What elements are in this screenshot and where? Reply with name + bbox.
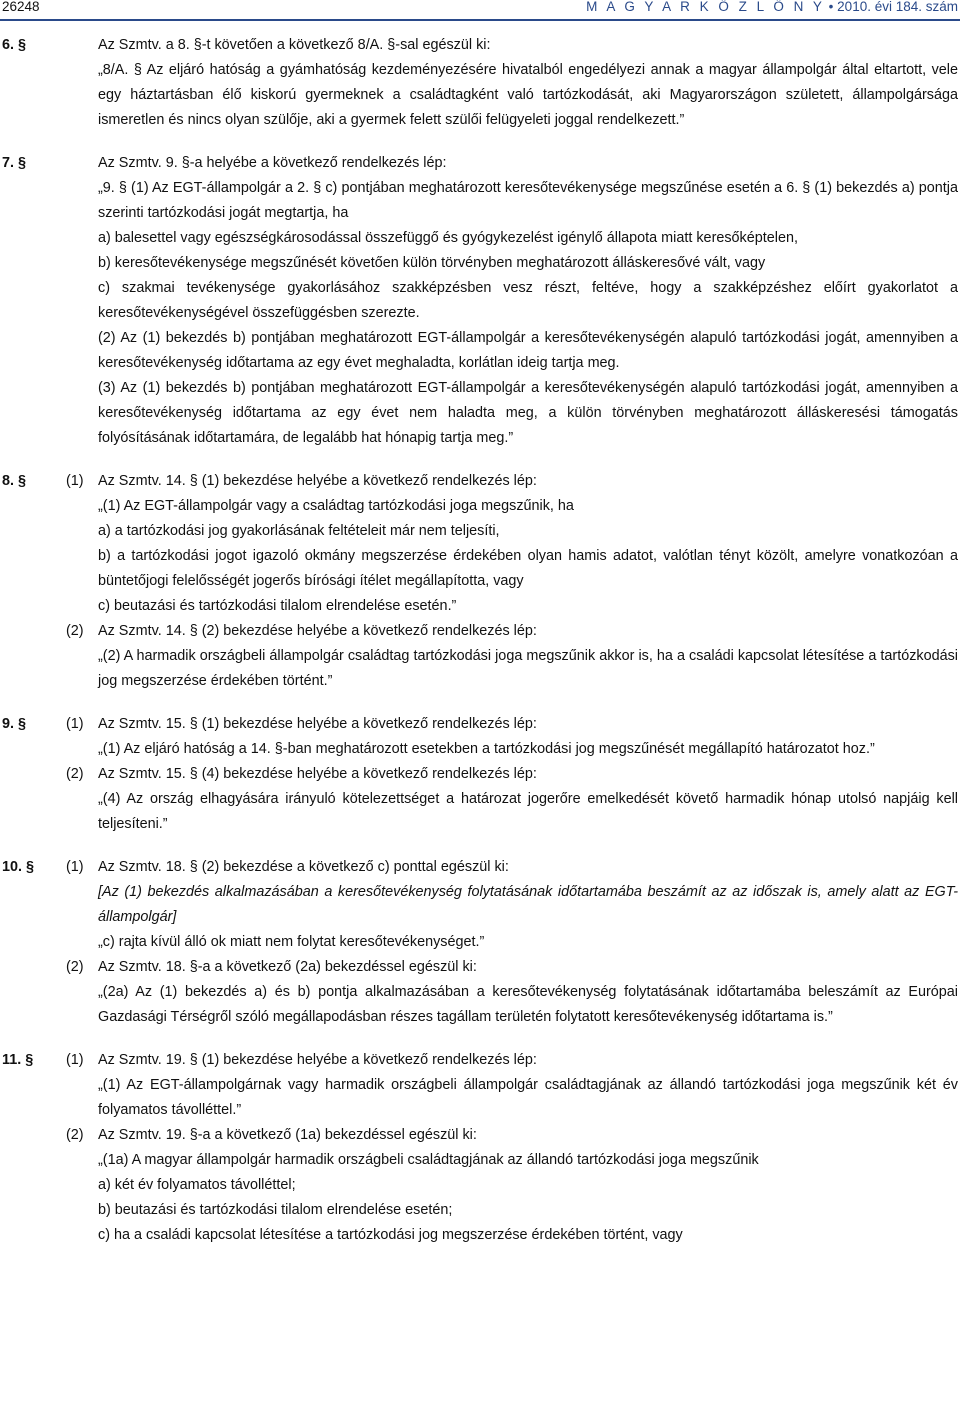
section-intro: Az Szmtv. 9. §-a helyébe a következő rendelkezés lép: xyxy=(98,155,447,171)
subsection-intro: Az Szmtv. 15. § (1) bekezdése helyébe a következő rendelkezés lép: xyxy=(98,716,537,732)
section-6 xyxy=(0,33,958,133)
page-number: 26248 xyxy=(2,0,40,14)
bullet-separator: • xyxy=(828,0,834,14)
subsection-label: (2) xyxy=(66,1127,84,1143)
section-11 xyxy=(0,1048,958,1248)
amendment-text: „(1a) A magyar állampolgár harmadik országbeli családtagjának az állandó tartózkodási joga megszűnik xyxy=(98,1152,759,1168)
publication-info xyxy=(586,0,958,14)
amendment-text: „(4) Az ország elhagyására irányuló kötelezettséget a határozat jogerőre emelkedését követő harmadik hónap utolsó napjáig kell teljesíteni.” xyxy=(98,791,958,832)
amendment-text: „(1) Az EGT-állampolgárnak vagy harmadik országbeli állampolgár családtagjának az állandó tartózkodási joga megszűnik két év folyamatos távolléttel.” xyxy=(98,1077,958,1118)
amendment-text: „(2a) Az (1) bekezdés a) és b) pontja alkalmazásában a keresőtevékenység folytatásának időtartamába beleszámít az Európai Gazdasági Térségről szóló megállapodásban részes tagállam területén folytatott keresőtevékenység időtartama is.” xyxy=(98,984,958,1025)
header-rule xyxy=(0,19,960,21)
subsection-intro: Az Szmtv. 18. §-a a következő (2a) bekezdéssel egészül ki: xyxy=(98,959,477,975)
subsection-intro: Az Szmtv. 19. § (1) bekezdése helyébe a következő rendelkezés lép: xyxy=(98,1052,537,1068)
publication-name: M A G Y A R K Ö Z L Ö N Y xyxy=(586,0,825,14)
paragraph-1: „9. § (1) Az EGT-állampolgár a 2. § c) pontjában meghatározott keresőtevékenysége megszűnése esetén a 6. § (1) bekezdés a) pontja szerinti tartózkodási jogát megtartja, ha xyxy=(98,180,958,221)
section-number: 6. § xyxy=(2,37,27,53)
point-c: c) beutazási és tartózkodási tilalom elrendelése esetén.” xyxy=(98,598,457,614)
subsection-label: (1) xyxy=(66,859,84,875)
point-b: b) a tartózkodási jogot igazoló okmány megszerzése érdekében olyan hamis adatot, valótlan tényt közölt, amelyre vonatkozóan a büntetőjogi felelősségét jogerős bírósági ítélet megállapította, vagy xyxy=(98,548,958,589)
subsection-intro: Az Szmtv. 18. § (2) bekezdése a következő c) ponttal egészül ki: xyxy=(98,859,509,875)
point-a: a) balesettel vagy egészségkárosodással összefüggő és gyógykezelést igénylő állapota miatt keresőképtelen, xyxy=(98,230,798,246)
subsection-intro: Az Szmtv. 19. §-a a következő (1a) bekezdéssel egészül ki: xyxy=(98,1127,477,1143)
point-c: c) szakmai tevékenysége gyakorlásához szakképzésben vesz részt, feltéve, hogy a szakképzéshez előírt gyakorlatot a keresőtevékenységével összefüggésben szerezte. xyxy=(98,280,958,321)
page-header xyxy=(0,0,960,18)
section-10 xyxy=(0,855,958,1030)
point-b: b) keresőtevékenysége megszűnését követően külön törvényben meghatározott álláskeresővé vált, vagy xyxy=(98,255,766,271)
subsection-intro: Az Szmtv. 14. § (2) bekezdése helyébe a következő rendelkezés lép: xyxy=(98,623,537,639)
section-number: 10. § xyxy=(2,859,35,875)
section-8 xyxy=(0,469,958,694)
section-7 xyxy=(0,151,958,451)
subsection-label: (1) xyxy=(66,473,84,489)
paragraph-2: (2) Az (1) bekezdés b) pontjában meghatározott EGT-állampolgár a keresőtevékenységén alapuló tartózkodási jogát, amennyiben a keresőtevékenység időtartama az egy évet meghaladta, korlátlan ideig tartja meg. xyxy=(98,330,958,371)
amendment-text: „(1) Az EGT-állampolgár vagy a családtag tartózkodási joga megszűnik, ha xyxy=(98,498,574,514)
section-9 xyxy=(0,712,958,837)
section-number: 9. § xyxy=(2,716,27,732)
document-body xyxy=(0,33,958,1248)
section-number: 8. § xyxy=(2,473,27,489)
amendment-text: „(1) Az eljáró hatóság a 14. §-ban meghatározott esetekben a tartózkodási jog megszűnését megállapító határozatot hoz.” xyxy=(98,741,875,757)
subsection-intro: Az Szmtv. 15. § (4) bekezdése helyébe a következő rendelkezés lép: xyxy=(98,766,537,782)
section-number: 11. § xyxy=(2,1052,34,1068)
point-c: c) ha a családi kapcsolat létesítése a tartózkodási jog megszerzése érdekében történt, vagy xyxy=(98,1227,683,1243)
point-b: b) beutazási és tartózkodási tilalom elrendelése esetén; xyxy=(98,1202,453,1218)
subsection-intro: Az Szmtv. 14. § (1) bekezdése helyébe a következő rendelkezés lép: xyxy=(98,473,537,489)
amendment-text: „(2) A harmadik országbeli állampolgár családtag tartózkodási joga megszűnik akkor is, ha a családi kapcsolat létesítése a tartózkodási jog megszerzése érdekében történt.” xyxy=(98,648,958,689)
context-text: [Az (1) bekezdés alkalmazásában a keresőtevékenység folytatásának időtartamába beszámít az az időszak is, amely alatt az EGT-állampolgár] xyxy=(98,884,958,925)
issue-number: 2010. évi 184. szám xyxy=(837,0,958,14)
section-number: 7. § xyxy=(2,155,27,171)
point-a: a) két év folyamatos távolléttel; xyxy=(98,1177,296,1193)
section-text: „8/A. § Az eljáró hatóság a gyámhatóság kezdeményezésére hivatalból engedélyezi annak a magyar állampolgár által eltartott, vele egy háztartásban élő kiskorú gyermeknek a családtagként való tartózkodását, aki Magyarországon született, állampolgársága ismeretlen és nincs olyan szülője, aki a gyermek felett szülői felügyeleti joggal rendelkezett.” xyxy=(98,62,958,128)
subsection-label: (1) xyxy=(66,1052,84,1068)
section-intro: Az Szmtv. a 8. §-t követően a következő 8/A. §-sal egészül ki: xyxy=(98,37,491,53)
amendment-text: „c) rajta kívül álló ok miatt nem folytat keresőtevékenységet.” xyxy=(98,934,485,950)
paragraph-3: (3) Az (1) bekezdés b) pontjában meghatározott EGT-állampolgár a keresőtevékenységén alapuló tartózkodási jogát, amennyiben a keresőtevékenység időtartama az egy évet nem haladta meg, a külön törvényben meghatározott álláskeresési támogatás folyósításának időtartamára, de legalább hat hónapig tartja meg.” xyxy=(98,380,958,446)
subsection-label: (2) xyxy=(66,959,84,975)
subsection-label: (2) xyxy=(66,623,84,639)
subsection-label: (2) xyxy=(66,766,84,782)
point-a: a) a tartózkodási jog gyakorlásának feltételeit már nem teljesíti, xyxy=(98,523,500,539)
subsection-label: (1) xyxy=(66,716,84,732)
